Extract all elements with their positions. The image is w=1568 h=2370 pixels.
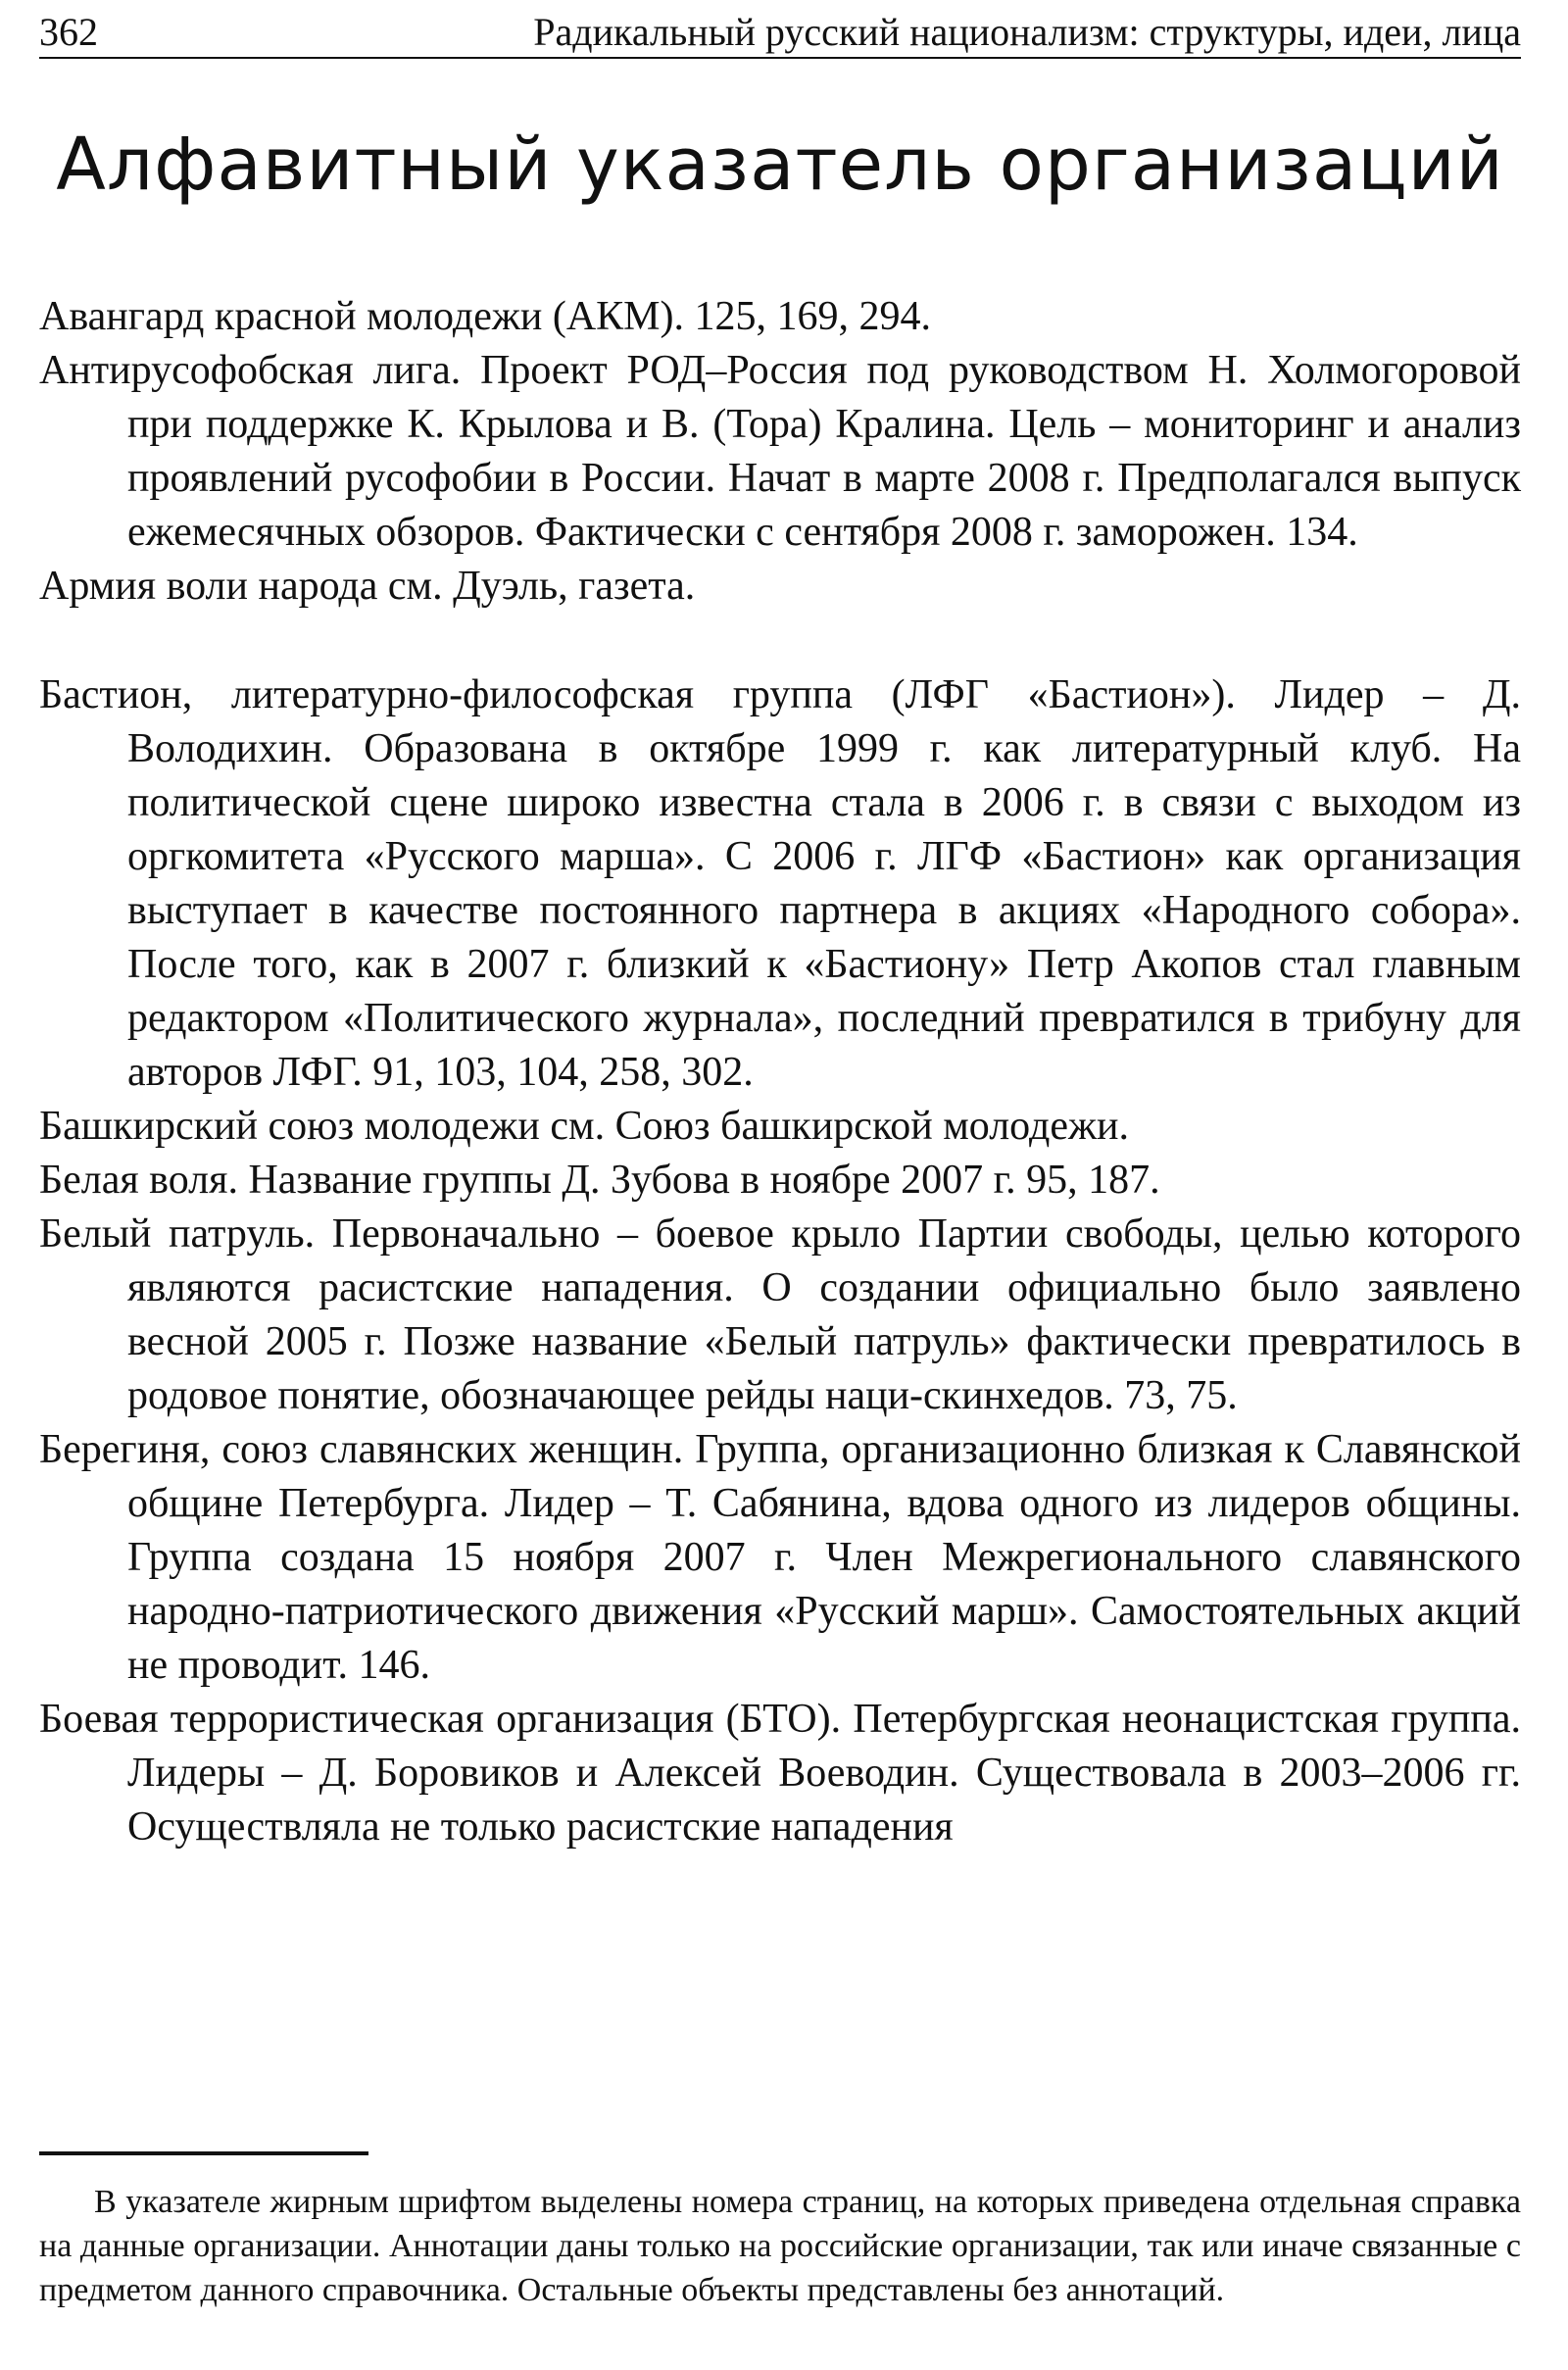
footnote-rule [39, 2151, 368, 2155]
footnote: В указателе жирным шрифтом выделены номера страниц, на которых приведена отдельная справка на данные организации. Аннотации даны только на российские организации, так или иначе связанные с предметом данного справочника. Остальные объекты представлены без аннотаций. [39, 2184, 1521, 2308]
running-head-title: Радикальный русский национализм: структуры, идеи, лица [533, 10, 1521, 54]
index-entry-antirusofobskaya-liga: Антирусофобская лига. Проект РОД–Россия под руководством Н. Холмогоровой при поддержке К. Крылова и В. (Тора) Кралина. Цель – мониторинг и анализ проявлений русофобии в России. Начат в марте 2008 г. Предполагался выпуск ежемесячных обзоров. Фактически с сентября 2008 г. заморожен. 134. [39, 348, 1521, 555]
index-entries [39, 290, 1521, 1854]
index-entry-bashkirskiy-soyuz: Башкирский союз молодежи см. Союз башкирской молодежи. [39, 1104, 1129, 1149]
index-entry-armiya-voli-naroda: Армия воли народа см. Дуэль, газета. [39, 564, 696, 609]
index-entry-bereginya: Берегиня, союз славянских женщин. Группа, организационно близкая к Славянской общине Петербурга. Лидер – Т. Сабянина, вдова одного из лидеров общины. Группа создана 15 ноября 2007 г. Член Межрегионального славянского народно-патриотического движения «Русский марш». Самостоятельных акций не проводит. 146. [39, 1427, 1521, 1688]
chapter-title: Алфавитный указатель организаций [56, 123, 1504, 207]
index-entry-avangard: Авангард красной молодежи (АКМ). 125, 169, 294. [39, 294, 931, 339]
letter-group-gap [39, 614, 1521, 668]
page-number: 362 [39, 10, 98, 54]
running-head [39, 8, 1521, 59]
index-entry-bastion: Бастион, литературно-философская группа (ЛФГ «Бастион»). Лидер – Д. Володихин. Образована в октябре 1999 г. как литературный клуб. На политической сцене широко известна стала в 2006 г. в связи с выходом из оргкомитета «Русского марша». С 2006 г. ЛГФ «Бастион» как организация выступает в качестве постоянного партнера в акциях «Народного собора». После того, как в 2007 г. близкий к «Бастиону» Петр Акопов стал главным редактором «Политического журнала», последний превратился в трибуну для авторов ЛФГ. 91, 103, 104, 258, 302. [39, 672, 1521, 1095]
book-page [39, 0, 1521, 2370]
index-entry-belyy-patrul: Белый патруль. Первоначально – боевое крыло Партии свободы, целью которого являются расистские нападения. О создании официально было заявлено весной 2005 г. Позже название «Белый патруль» фактически превратилось в родовое понятие, обозначающее рейды наци-скинхедов. 73, 75. [39, 1211, 1521, 1418]
index-entry-bto: Боевая террористическая организация (БТО). Петербургская неонацистская группа. Лидеры – Д. Боровиков и Алексей Воеводин. Существовала в 2003–2006 гг. Осуществляла не только расистские нападения [39, 1697, 1521, 1850]
index-entry-belaya-volya: Белая воля. Название группы Д. Зубова в ноябре 2007 г. 95, 187. [39, 1158, 1160, 1203]
